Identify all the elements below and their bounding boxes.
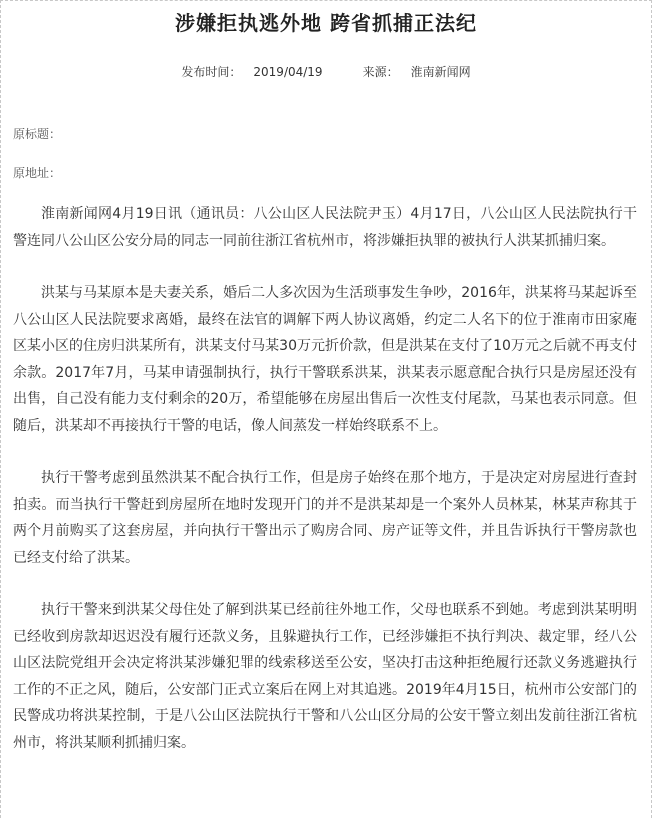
paragraph-3: 执行干警考虑到虽然洪某不配合执行工作，但是房子始终在那个地方，于是决定对房屋进行查封拍卖。而当执行干警赶到房屋所在地时发现开门的并不是洪某却是一个案外人员林某，林某声称其于两个月前购买了这套房屋，并向执行干警出示了购房合同、房产证等文件，并且告诉执行干警房款也已经支付给了洪某。 [13,470,637,566]
original-title-label: 原标题： [13,127,62,141]
publish-date: 2019/04/19 [253,65,323,79]
paragraph-2: 洪某与马某原本是夫妻关系，婚后二人多次因为生活琐事发生争吵，2016年，洪某将马某起诉至八公山区人民法院要求离婚，最终在法官的调解下两人协议离婚，约定二人名下的位于淮南市田家庵区某小区的住房归洪某所有，洪某支付马某30万元折价款，但是洪某在支付了10万元之后就不再支付余款。2017年7月，马某申请强制执行，执行干警联系洪某，洪某表示愿意配合执行只是房屋还没有出售，自己没有能力支付剩余的20万，希望能够在房屋出售后一次性支付尾款，马某也表示同意。但随后，洪某却不再接执行干警的电话，像人间蒸发一样始终联系不上。 [13,285,637,434]
paragraph-4: 执行干警来到洪某父母住处了解到洪某已经前往外地工作，父母也联系不到她。考虑到洪某明明已经收到房款却迟迟没有履行还款义务，且躲避执行工作，已经涉嫌拒不执行判决、裁定罪，经八公山区法院党组开会决定将洪某涉嫌犯罪的线索移送至公安，坚决打击这种拒绝履行还款义务逃避执行工作的不正之风，随后，公安部门正式立案后在网上对其追逃。2019年4月15日，杭州市公安部门的民警成功将洪某控制，于是八公山区法院执行干警和八公山区分局的公安干警立刻出发前往浙江省杭州市，将洪某顺利抓捕归案。 [13,602,637,751]
original-url-label: 原地址： [13,166,62,180]
source-label: 来源： [362,65,399,79]
source-name: 淮南新闻网 [410,65,471,79]
publish-date-label: 发布时间： [181,65,242,79]
paragraph-1: 淮南新闻网4月19日讯（通讯员：八公山区人民法院尹玉）4月17日，八公山区人民法院执行干警连同八公山区公安分局的同志一同前往浙江省杭州市，将涉嫌拒执罪的被执行人洪某抓捕归案。 [13,206,637,249]
article-title: 涉嫌拒执逃外地 跨省抓捕正法纪 [175,11,477,35]
article-meta [1,63,651,80]
article-body [13,201,637,782]
